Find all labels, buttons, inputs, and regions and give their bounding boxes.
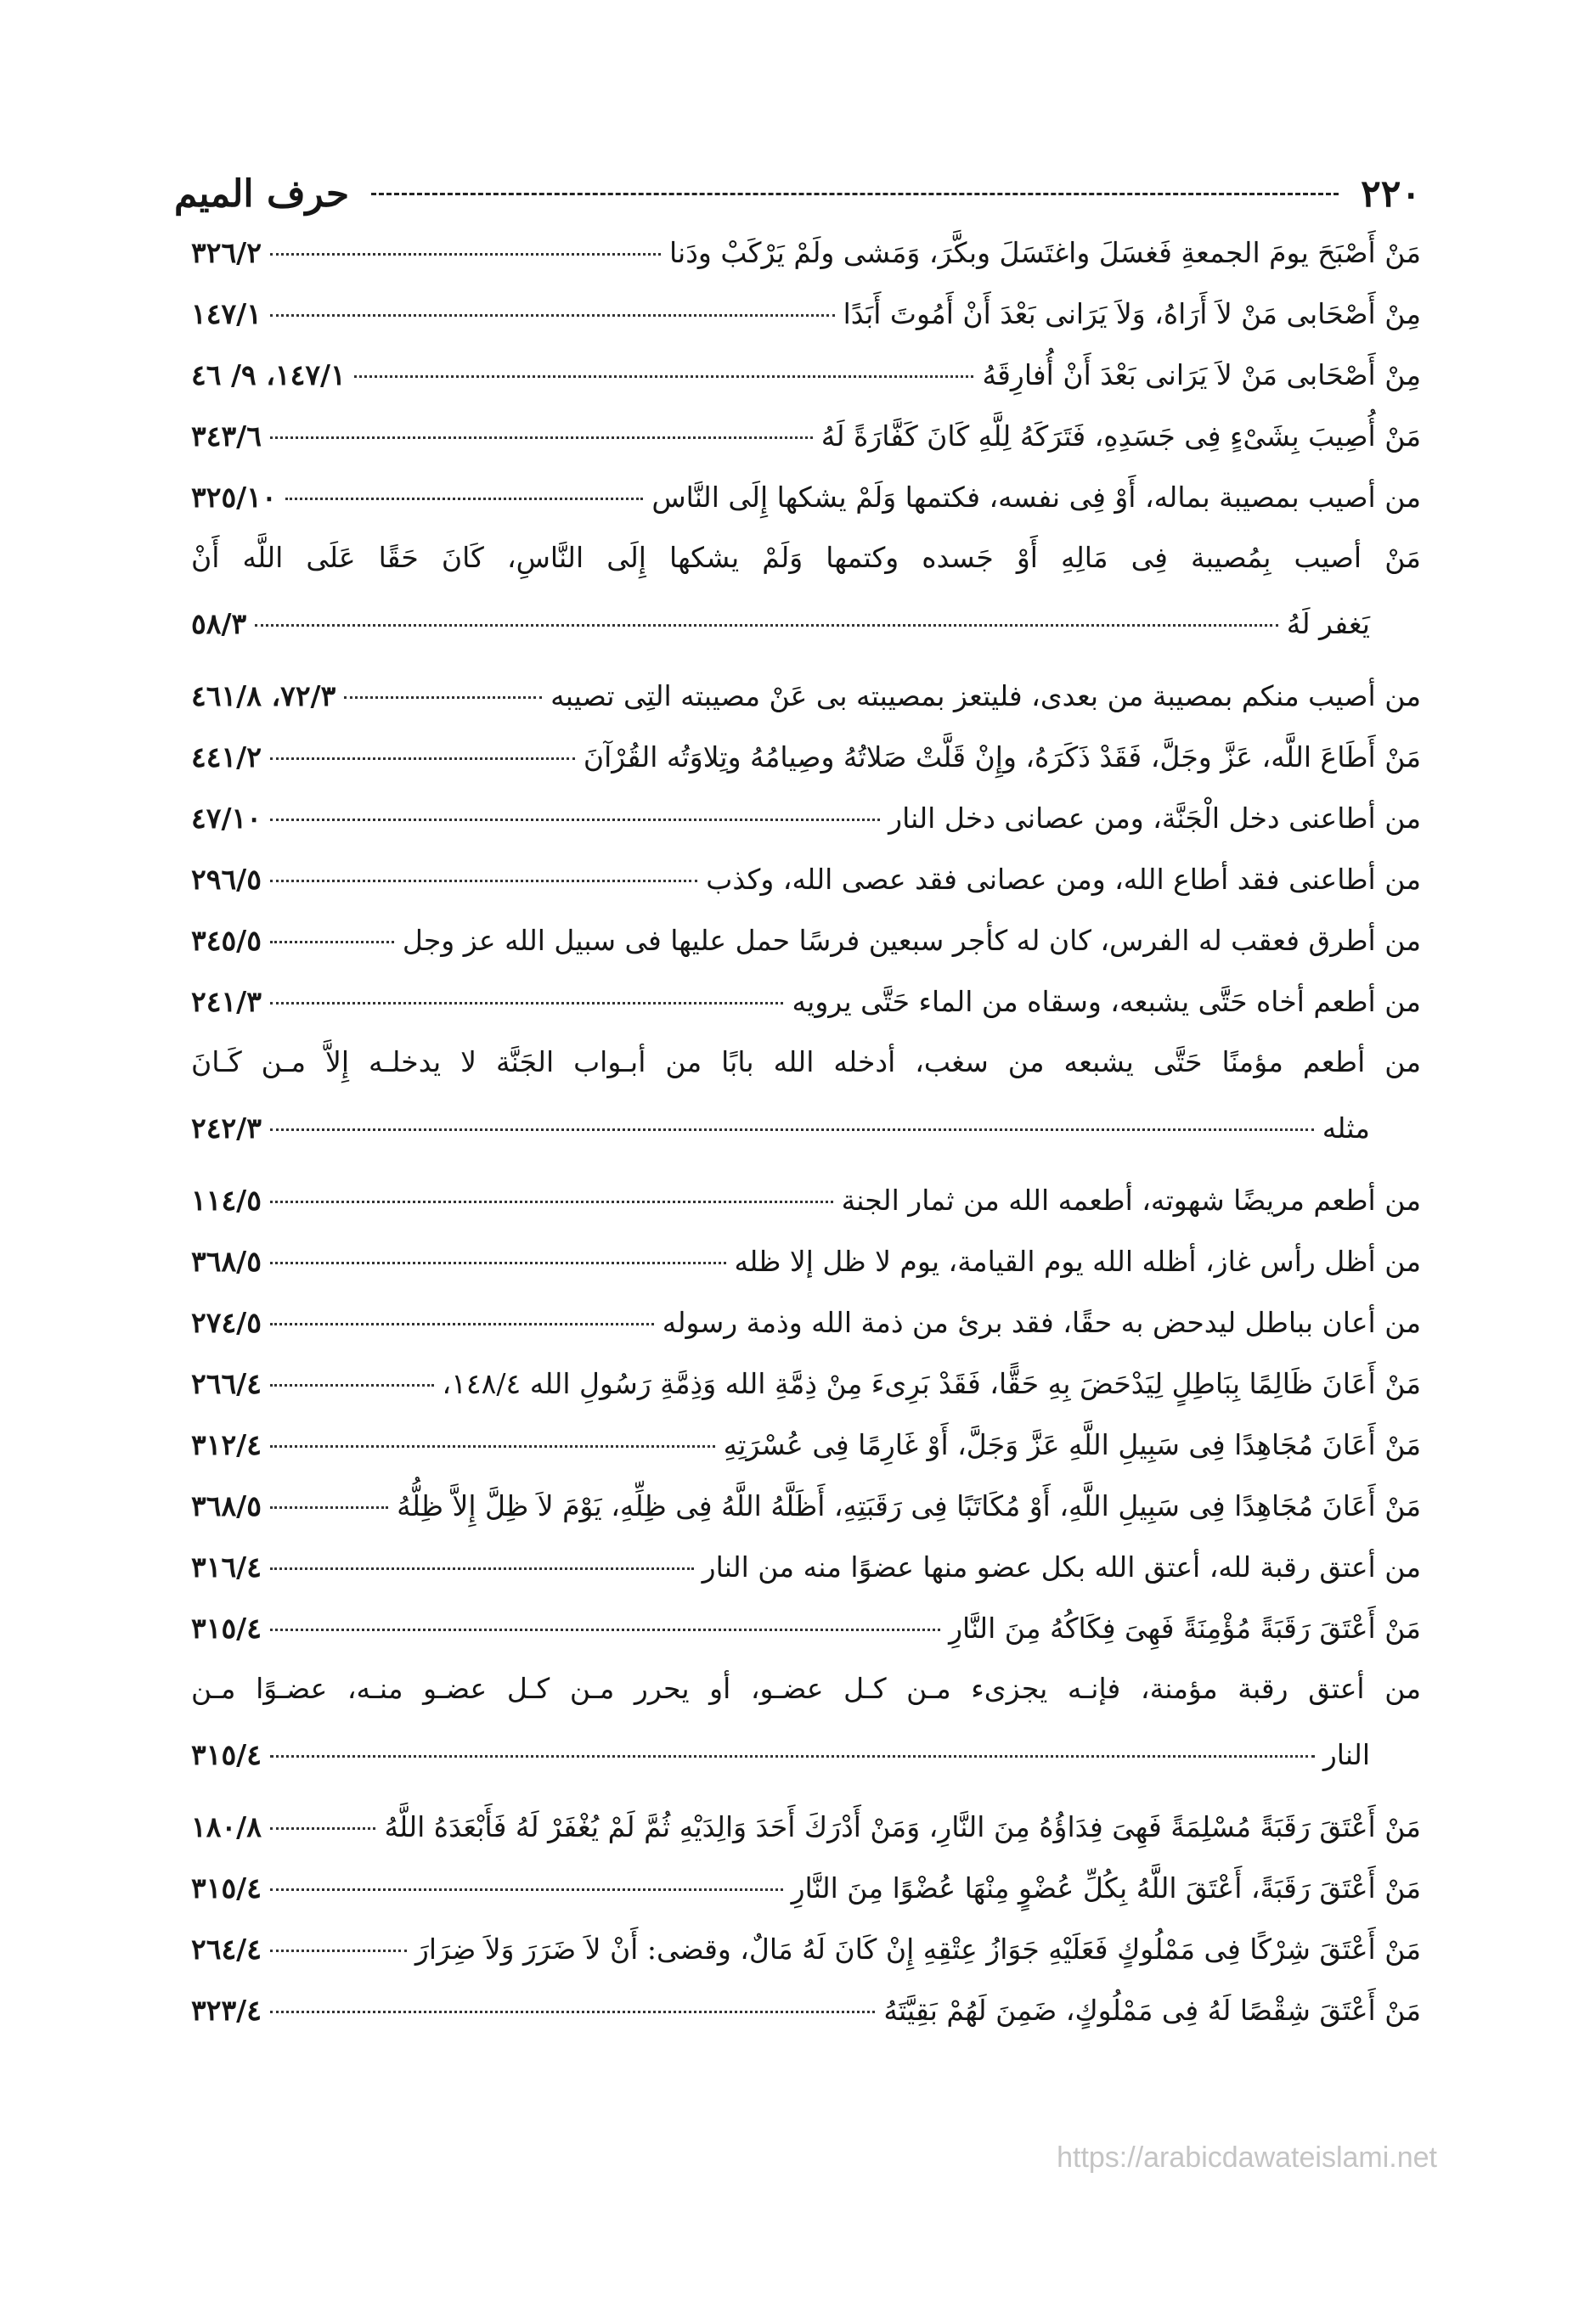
index-entry-continuation <box>191 1738 1421 1771</box>
entry-text: من أطعم أخاه حَتَّى يشبعه، وسقاه من الماء حَتَّى يرويه <box>792 985 1421 1018</box>
dot-leader <box>255 624 1278 627</box>
entry-text: مَنْ أَصْبَحَ يومَ الجمعةِ فَغسَلَ واغتَسَلَ وبكَّرَ، وَمَشى ولَمْ يَرْكَبْ ودَنا <box>669 236 1421 269</box>
dot-leader <box>270 1827 376 1830</box>
dot-leader <box>285 498 644 500</box>
entry-reference: ٥٨/٣ <box>191 607 247 640</box>
entry-text: من أطاعنى دخل الْجَنَّة، ومن عصانى دخل النار <box>888 802 1421 835</box>
entry-reference: ٤٤١/٢ <box>191 740 262 774</box>
entry-reference: ٣٦٨/٥ <box>191 1489 262 1522</box>
entry-reference: ٢٧٤/٥ <box>191 1306 262 1339</box>
dot-leader <box>270 1002 784 1004</box>
index-entry <box>191 1306 1421 1339</box>
index-entry <box>191 1871 1421 1905</box>
entry-reference: ٣٤٥/٥ <box>191 924 262 957</box>
dot-leader <box>270 757 575 760</box>
index-entry <box>191 924 1421 957</box>
index-entry <box>191 1612 1421 1645</box>
dot-leader <box>270 253 661 256</box>
entry-text: من أصيب بمصيبة بماله، أَوْ فِى نفسه، فكتمها وَلَمْ يشكها إِلَى النَّاس <box>651 481 1421 514</box>
index-entry <box>191 481 1421 514</box>
entry-text: مَنْ أَعْتَقَ رَقَبَةً مُسْلِمَةً فَهِىَ فِدَاؤُهُ مِنَ النَّارِ، وَمَنْ أَدْرَكَ أَحَدَ وَالِدَيْهِ ثُمَّ لَمْ يُغْفَرْ لَهُ فَأَبْعَدَهُ اللَّهُ <box>384 1810 1421 1843</box>
entry-reference: ٣١٢/٤ <box>191 1428 262 1461</box>
dot-leader <box>270 1384 434 1387</box>
entry-reference: ٤٧/١٠ <box>191 802 262 835</box>
entry-text: مَنْ أُصِيبَ بِشَىْءٍ فِى جَسَدِهِ، فَتَرَكَهُ لِلَّهِ كَانَ كَفَّارَةً لَهُ <box>820 419 1421 453</box>
dot-leader <box>270 1506 388 1509</box>
index-entry <box>191 236 1421 269</box>
index-entry <box>191 863 1421 896</box>
dot-leader <box>270 1262 726 1264</box>
dot-leader <box>270 1755 1315 1758</box>
index-entry <box>191 1672 1421 1705</box>
dot-leader <box>270 1629 940 1631</box>
entry-text: من أصيب منكم بمصيبة من بعدى، فليتعز بمصيبته بى عَنْ مصيبته التِى تصيبه <box>550 679 1421 712</box>
watermark-url: https://arabicdawateislami.net <box>1057 2141 1437 2174</box>
dot-leader <box>270 1567 694 1570</box>
index-entry <box>191 1245 1421 1278</box>
index-entry-continuation <box>191 607 1421 640</box>
index-entry <box>191 419 1421 453</box>
entry-text: من أطاعنى فقد أطاع الله، ومن عصانى فقد عصى الله، وكذب <box>706 863 1421 896</box>
index-entry <box>191 1994 1421 2027</box>
index-entry <box>191 1428 1421 1461</box>
entry-text: مَنْ أَطَاعَ اللَّه، عَزَّ وجَلَّ، فَقَدْ ذَكَرَهُ، وإِنْ قَلَّتْ صَلاتُهُ وصِيامُهُ وتِلاوَتُه القُرْآنَ <box>583 740 1421 774</box>
entry-reference: ٧٢/٣، ٤٦١/٨ <box>191 679 336 712</box>
entry-text: من أطعم مريضًا شهوته، أطعمه الله من ثمار الجنة <box>841 1184 1421 1217</box>
dot-leader <box>270 2011 875 2013</box>
entry-continuation-text: يَغفر لَهُ <box>1286 607 1370 640</box>
entry-text: مَنْ أَعْتَقَ شِقْصًا لَهُ فِى مَمْلُوكٍ، ضَمِنَ لَهُمْ بَقِيَّتَهُ <box>883 1994 1421 2027</box>
entry-text: مَنْ أَعَانَ ظَالِمًا بِبَاطِلٍ لِيَدْحَضَ بِهِ حَقًّا، فَقَدْ بَرِىءَ مِنْ ذِمَّةِ الله وَذِمَّةِ رَسُولِ الله ١٤٨/٤، <box>442 1367 1421 1400</box>
entry-reference: ٣١٦/٤ <box>191 1550 262 1584</box>
entry-reference: ٢٤٢/٣ <box>191 1111 262 1145</box>
entry-text: مَنْ أَعْتَقَ رَقَبَةً مُؤْمِنَةً فَهِىَ فِكَاكُهُ مِنَ النَّارِ <box>949 1612 1421 1645</box>
entry-reference: ١٨٠/٨ <box>191 1810 262 1843</box>
entry-text: من أعان بباطل ليدحض به حقًا، فقد برئ من ذمة الله وذمة رسوله <box>662 1306 1421 1339</box>
index-entry <box>191 1933 1421 1966</box>
entry-reference: ٣٤٣/٦ <box>191 419 262 453</box>
header-rule <box>371 193 1339 195</box>
dot-leader <box>270 1950 407 1952</box>
entry-text: مَنْ أَعَانَ مُجَاهِدًا فِى سَبِيلِ اللَّهِ، أَوْ مُكَاتَبًا فِى رَقَبَتِهِ، أَظَلَّهُ اللَّهُ فِى ظِلِّهِ، يَوْمَ لاَ ظِلَّ إِلاَّ ظِلُّهُ <box>397 1489 1421 1522</box>
dot-leader <box>270 436 813 439</box>
page-number: ٢٢٠ <box>1361 172 1421 216</box>
dot-leader <box>270 941 394 943</box>
index-entry <box>191 1184 1421 1217</box>
index-entry-continuation <box>191 1111 1421 1145</box>
entry-reference: ٣٦٨/٥ <box>191 1245 262 1278</box>
entry-reference: ٣٢٣/٤ <box>191 1994 262 2027</box>
entry-reference: ٣٢٥/١٠ <box>191 481 277 514</box>
index-entry <box>191 1550 1421 1584</box>
dot-leader <box>354 375 974 378</box>
index-entry <box>191 1810 1421 1843</box>
dot-leader <box>270 880 697 882</box>
entry-reference: ٣٢٦/٢ <box>191 236 262 269</box>
entry-reference: ١٤٧/١، ٩/ ٤٦ <box>191 358 346 391</box>
entry-text: من أظل رأس غاز، أظله الله يوم القيامة، يوم لا ظل إلا ظله <box>734 1245 1421 1278</box>
index-entry <box>191 985 1421 1018</box>
entry-continuation-text: مثله <box>1322 1111 1370 1145</box>
dot-leader <box>270 1323 654 1325</box>
index-entry <box>191 358 1421 391</box>
entry-reference: ١٤٧/١ <box>191 297 262 330</box>
entry-continuation-text: النار <box>1322 1738 1370 1771</box>
index-entry <box>191 297 1421 330</box>
dot-leader <box>270 1888 783 1891</box>
dot-leader <box>270 1128 1314 1131</box>
entry-reference: ٣١٥/٤ <box>191 1871 262 1905</box>
entry-text: من أعتق رقبة لله، أعتق الله بكل عضو منها عضوًا منه من النار <box>702 1550 1421 1584</box>
page-header <box>174 168 1421 219</box>
index-entry <box>191 541 1421 574</box>
index-entry <box>191 1367 1421 1400</box>
dot-leader <box>270 1201 833 1203</box>
entry-reference: ٢٤١/٣ <box>191 985 262 1018</box>
entry-text: مَنْ أَعْتَقَ شِرْكًا فِى مَمْلُوكٍ فَعَلَيْهِ جَوَازُ عِتْقِهِ إِنْ كَانَ لَهُ مَالٌ، وقضى: أَنْ لاَ ضَرَرَ وَلاَ ضِرَارَ <box>414 1933 1421 1966</box>
index-entry <box>191 1489 1421 1522</box>
entry-text: مَنْ أَعَانَ مُجَاهِدًا فِى سَبِيلِ اللَّهِ عَزَّ وَجَلَّ، أَوْ غَارِمًا فِى عُسْرَتِهِ <box>723 1428 1421 1461</box>
entry-reference: ١١٤/٥ <box>191 1184 262 1217</box>
index-entry <box>191 740 1421 774</box>
entry-text: مَنْ أَعْتَقَ رَقَبَةً، أَعْتَقَ اللَّهُ بِكُلِّ عُضْوٍ مِنْهَا عُضْوًا مِنَ النَّارِ <box>791 1871 1421 1905</box>
entry-text: من أطعم مؤمنًا حَتَّى يشبعه من سغب، أدخله الله بابًا من أبـواب الجَنَّة لا يدخلـه إِلاَّ مـن كَـانَ <box>191 1045 1421 1078</box>
entry-reference: ٣١٥/٤ <box>191 1738 262 1771</box>
entry-reference: ٣١٥/٤ <box>191 1612 262 1645</box>
entry-text: مِنْ أَصْحَابى مَنْ لاَ يَرَانى بَعْدَ أَنْ أُفارِقَهُ <box>982 358 1421 391</box>
index-entry <box>191 1045 1421 1078</box>
entry-reference: ٢٦٦/٤ <box>191 1367 262 1400</box>
dot-leader <box>270 1445 715 1448</box>
entry-text: من أطرق فعقب له الفرس، كان له كأجر سبعين فرسًا حمل عليها فى سبيل الله عز وجل <box>402 924 1421 957</box>
index-entry <box>191 802 1421 835</box>
index-entry <box>191 679 1421 712</box>
dot-leader <box>270 819 880 821</box>
dot-leader <box>344 696 542 699</box>
entry-text: مِنْ أَصْحَابى مَنْ لاَ أَرَاهُ، وَلاَ يَرَانى بَعْدَ أَنْ أَمُوتَ أَبَدًا <box>843 297 1421 330</box>
entry-reference: ٢٩٦/٥ <box>191 863 262 896</box>
entry-text: مَنْ أصيب بِمُصيبة فِى مَالِهِ أَوْ جَسده وكتمها وَلَمْ يشكها إِلَى النَّاسِ، كَانَ حَقًا عَلَى اللَّه أَنْ <box>191 541 1421 574</box>
dot-leader <box>270 314 835 317</box>
entry-reference: ٢٦٤/٤ <box>191 1933 262 1966</box>
entry-text: من أعتق رقبة مؤمنة، فإنـه يجزىء مـن كـل عضـو، أو يحرر مـن كـل عضـو منـه، عضـوًا مـن <box>191 1672 1421 1705</box>
section-title: حرف الميم <box>174 172 350 216</box>
